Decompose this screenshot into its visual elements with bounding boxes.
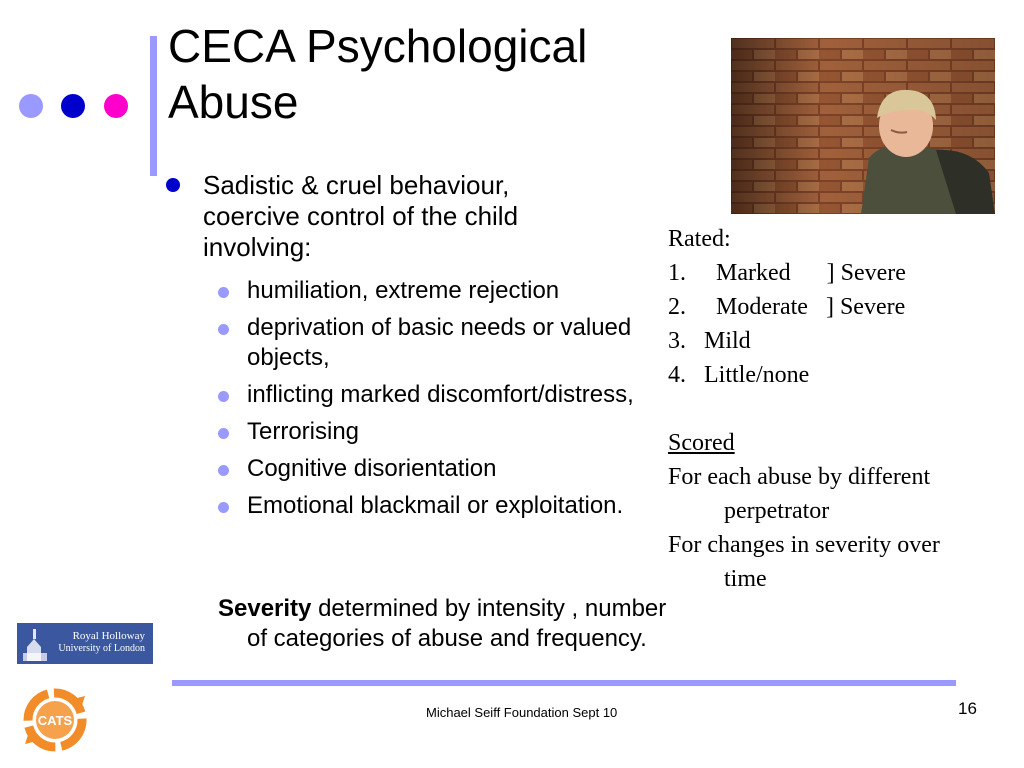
severity-note [218,594,687,654]
page-number: 16 [958,699,977,718]
list-item: deprivation of basic needs or valued objects, [218,313,638,373]
title-accent-bar [150,36,157,176]
sub-bullet-dot-icon [218,428,229,439]
decor-dot-blue [61,94,85,118]
royal-holloway-logo [17,623,153,664]
cats-circle-icon [19,684,91,756]
main-bullet-text: Sadistic & cruel behaviour, coercive control of the child involving: [203,170,519,262]
scored-item-continued: perpetrator [724,498,830,524]
severity-text: determined by intensity , number of categories of abuse and frequency. [247,595,667,652]
list-item: inflicting marked discomfort/distress, [218,380,638,410]
decor-dot-lilac [19,94,43,118]
sub-bullet-dot-icon [218,465,229,476]
rating-item: 2. Moderate ] Severe [668,294,906,320]
rating-item: 1. Marked ] Severe [668,260,906,286]
scored-item: For changes in severity over [668,532,940,558]
sub-bullet-dot-icon [218,324,229,335]
slide-title: CECA Psychological Abuse [168,20,588,128]
rating-item: 4. Little/none [668,362,810,388]
footer-text: Michael Seiff Foundation Sept 10 [426,705,618,720]
royal-holloway-line2: University of London [58,643,145,654]
cats-logo-text: CATS [37,713,73,728]
footer-accent-line [172,680,956,686]
photo-illustration [731,38,995,214]
list-item: humiliation, extreme rejection [218,276,638,306]
sub-bullet-list [218,276,638,528]
main-bullet [166,170,606,263]
rating-panel [668,222,1018,596]
list-item: Terrorising [218,417,638,447]
building-icon [21,623,51,664]
cats-logo [19,684,91,756]
bullet-dot-icon [166,178,180,192]
sub-bullet-dot-icon [218,502,229,513]
scored-item: For each abuse by different [668,464,931,490]
scored-item-continued: time [724,566,767,592]
royal-holloway-line1: Royal Holloway [72,630,145,642]
rating-heading: Rated: [668,226,731,252]
scored-heading: Scored [668,430,735,456]
rating-item: 3. Mild [668,328,751,354]
decor-dot-magenta [104,94,128,118]
sub-bullet-dot-icon [218,391,229,402]
severity-label: Severity [218,595,312,622]
sub-bullet-dot-icon [218,287,229,298]
child-against-wall-photo [731,38,995,214]
list-item: Emotional blackmail or exploitation. [218,491,638,521]
list-item: Cognitive disorientation [218,454,638,484]
rating-spacer [668,392,1018,426]
